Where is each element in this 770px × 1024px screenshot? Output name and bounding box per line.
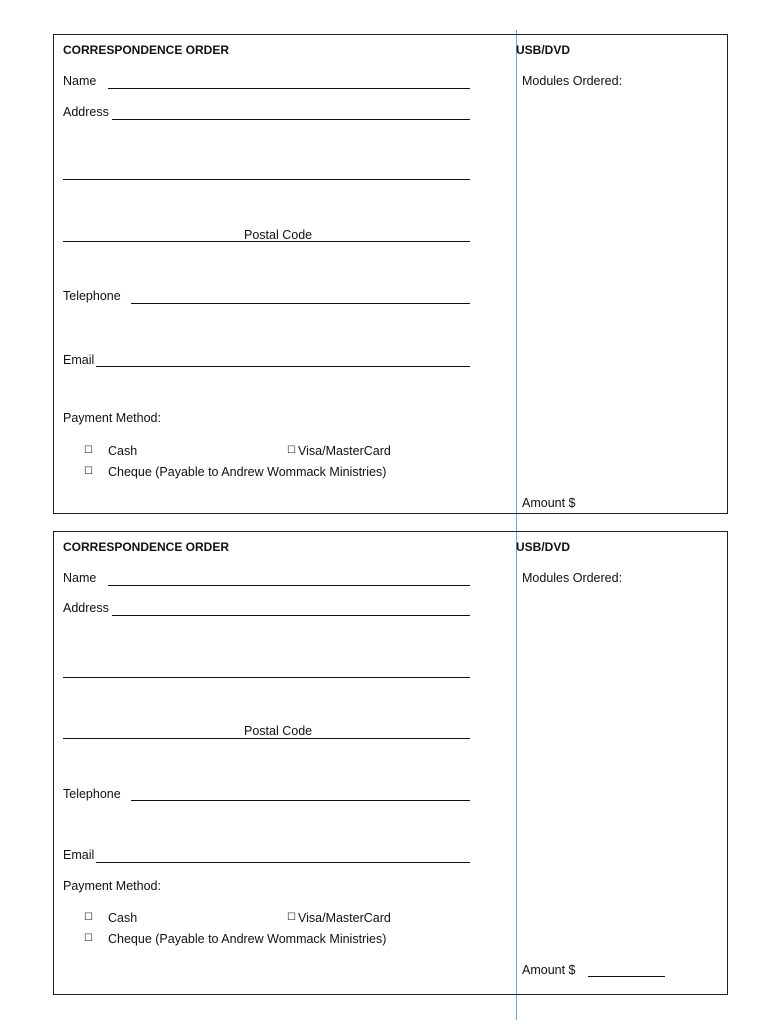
payment-method-label: Payment Method: xyxy=(63,411,161,425)
address-field[interactable] xyxy=(112,615,470,616)
visa-checkbox[interactable]: ☐ xyxy=(287,912,296,923)
cash-label: Cash xyxy=(108,911,138,925)
address-line-2[interactable] xyxy=(63,677,470,678)
cash-checkbox[interactable]: ☐ xyxy=(84,912,93,923)
amount-label: Amount $ xyxy=(522,963,576,977)
order-form-1 xyxy=(53,34,728,514)
name-label: Name xyxy=(63,571,97,585)
postal-code-label: Postal Code xyxy=(244,228,313,242)
visa-label: Visa/MasterCard xyxy=(298,444,391,458)
payment-method-label: Payment Method: xyxy=(63,879,161,893)
telephone-field[interactable] xyxy=(131,800,470,801)
modules-ordered-label: Modules Ordered: xyxy=(522,571,623,585)
media-label: USB/DVD xyxy=(516,540,571,554)
email-field[interactable] xyxy=(96,862,470,863)
email-field[interactable] xyxy=(96,366,470,367)
amount-label: Amount $ xyxy=(522,496,576,510)
amount-field[interactable] xyxy=(588,976,665,977)
cheque-checkbox[interactable]: ☐ xyxy=(84,933,93,944)
form-title: CORRESPONDENCE ORDER xyxy=(63,43,230,57)
visa-label: Visa/MasterCard xyxy=(298,911,391,925)
telephone-label: Telephone xyxy=(63,787,121,801)
cheque-label: Cheque (Payable to Andrew Wommack Ministries) xyxy=(108,932,387,946)
cheque-checkbox[interactable]: ☐ xyxy=(84,466,93,477)
modules-ordered-label: Modules Ordered: xyxy=(522,74,623,88)
email-label: Email xyxy=(63,353,95,367)
address-label: Address xyxy=(63,601,109,615)
media-label: USB/DVD xyxy=(516,43,571,57)
name-field[interactable] xyxy=(108,585,470,586)
email-label: Email xyxy=(63,848,95,862)
city-field[interactable] xyxy=(63,738,470,739)
order-form-2 xyxy=(53,531,728,995)
address-line-2[interactable] xyxy=(63,179,470,180)
cash-checkbox[interactable]: ☐ xyxy=(84,445,93,456)
telephone-label: Telephone xyxy=(63,289,121,303)
name-label: Name xyxy=(63,74,97,88)
telephone-field[interactable] xyxy=(131,303,470,304)
postal-code-label: Postal Code xyxy=(244,724,313,738)
name-field[interactable] xyxy=(108,88,470,89)
form-title: CORRESPONDENCE ORDER xyxy=(63,540,230,554)
address-label: Address xyxy=(63,105,109,119)
address-field[interactable] xyxy=(112,119,470,120)
cheque-label: Cheque (Payable to Andrew Wommack Ministries) xyxy=(108,465,387,479)
visa-checkbox[interactable]: ☐ xyxy=(287,445,296,456)
cash-label: Cash xyxy=(108,444,138,458)
